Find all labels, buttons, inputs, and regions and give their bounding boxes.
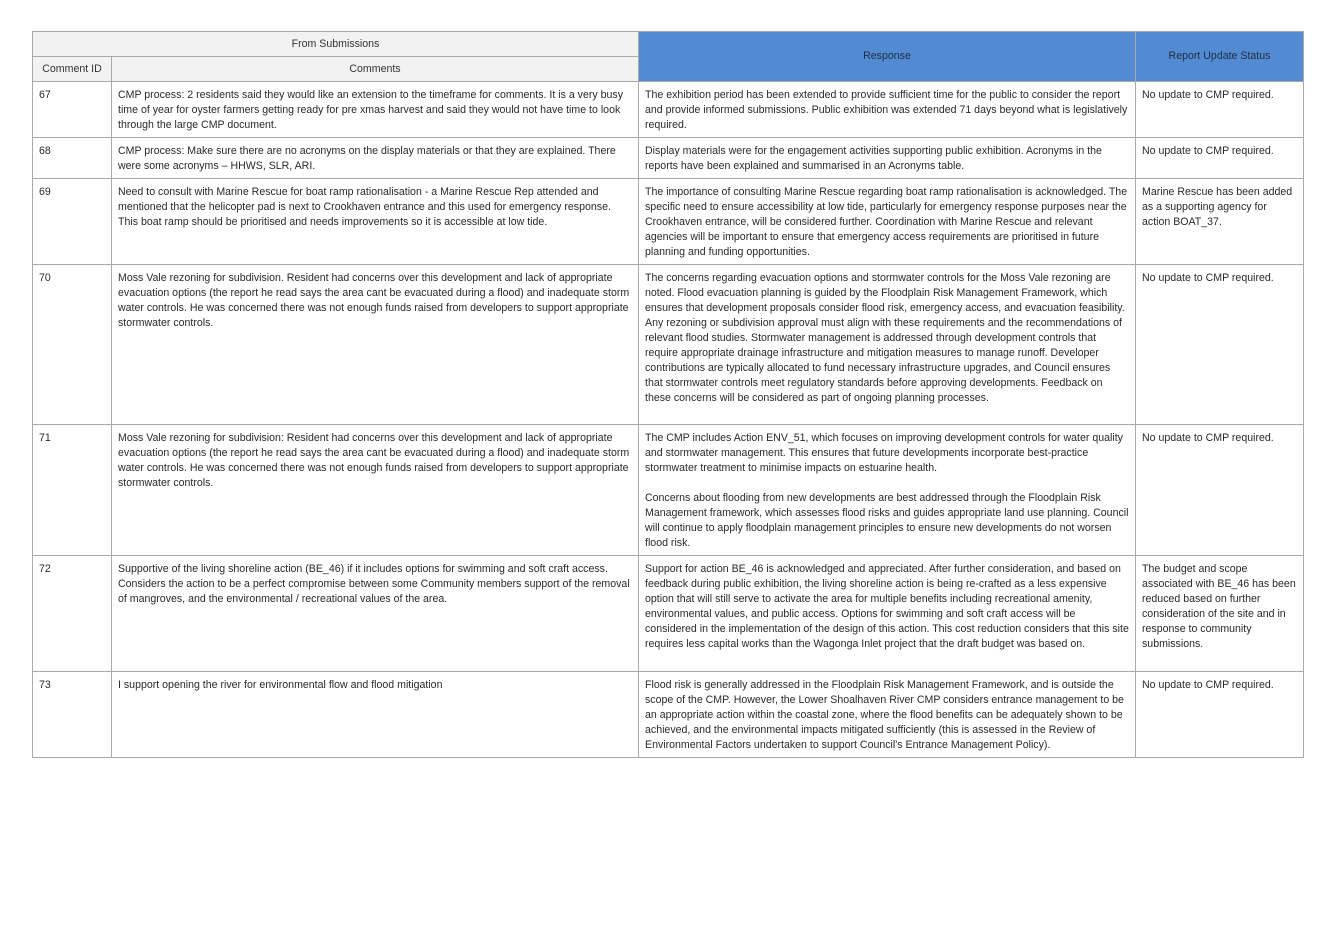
- status-cell: Marine Rescue has been added as a supporting agency for action BOAT_37.: [1136, 179, 1304, 265]
- status-cell: The budget and scope associated with BE_46 has been reduced based on further consideration of the site and in response to community submissions.: [1136, 556, 1304, 672]
- comment-cell: Moss Vale rezoning for subdivision. Resident had concerns over this development and lack of appropriate evacuation options (the report he read says the area cant be evacuated during a flood) and inadequate storm water controls. He was concerned there was not enough funds raised from developers to support appropriate stormwater controls.: [112, 265, 639, 425]
- response-cell: [639, 179, 1136, 265]
- response-paragraph: Concerns about flooding from new developments are best addressed through the Floodplain Risk Management framework, which assesses flood risks and guides appropriate land use planning. Council will continue to apply floodplain management principles to ensure new developments do not worsen flood risk.: [645, 492, 1129, 549]
- status-cell: No update to CMP required.: [1136, 138, 1304, 179]
- response-paragraph: The importance of consulting Marine Rescue regarding boat ramp rationalisation is acknowledged. The specific need to ensure accessibility at low tide, particularly for emergency response purposes near the Crookhaven entrance, will be considered further. Coordination with Marine Rescue and relevant agencies will be important to ensure that emergency access requirements are prioritised in future planning and funding opportunities.: [645, 186, 1128, 258]
- status-cell: No update to CMP required.: [1136, 82, 1304, 138]
- comment-cell: Supportive of the living shoreline action (BE_46) if it includes options for swimming and soft craft access. Considers the action to be a perfect compromise between some Community members support of the removal of mangroves, and the environmental / recreational values of the area.: [112, 556, 639, 672]
- table-row: [33, 425, 1304, 556]
- comment-id-cell: 71: [33, 425, 112, 556]
- response-header: Response: [639, 32, 1136, 82]
- table-row: [33, 82, 1304, 138]
- response-cell: [639, 425, 1136, 556]
- response-cell: [639, 672, 1136, 758]
- comment-cell: Need to consult with Marine Rescue for boat ramp rationalisation - a Marine Rescue Rep attended and mentioned that the helicopter pad is next to Crookhaven entrance and this used for emergency response. This boat ramp should be prioritised and needs improvements so it is accessible at low tide.: [112, 179, 639, 265]
- comment-id-cell: 69: [33, 179, 112, 265]
- response-paragraph: Flood risk is generally addressed in the Floodplain Risk Management Framework, and is outside the scope of the CMP. However, the Lower Shoalhaven River CMP considers entrance management to be an appropriate action within the coastal zone, where the flood benefits can be adequately shown to be achieved, and the environmental impacts mitigated sufficiently (this is assessed in the Review of Environmental Factors undertaken to support Council's Entrance Management Policy).: [645, 679, 1124, 751]
- comment-cell: Moss Vale rezoning for subdivision: Resident had concerns over this development and lack of appropriate evacuation options (the report he read says the area cant be evacuated during a flood) and inadequate storm water controls. He was concerned there was not enough funds raised from developers to support appropriate stormwater controls.: [112, 425, 639, 556]
- table-body: [33, 82, 1304, 758]
- response-paragraph: The exhibition period has been extended to provide sufficient time for the public to consider the report and provide informed submissions. Public exhibition was extended 71 days beyond what is legislatively required.: [645, 89, 1128, 131]
- comment-id-cell: 67: [33, 82, 112, 138]
- response-paragraph: The CMP includes Action ENV_51, which focuses on improving development controls for water quality and stormwater management. This ensures that future developments incorporate best-practice stormwater treatment to minimise impacts on estuarine health.: [645, 432, 1123, 474]
- table-row: [33, 672, 1304, 758]
- comment-cell: CMP process: Make sure there are no acronyms on the display materials or that they are explained. There were some acronyms – HHWS, SLR, ARI.: [112, 138, 639, 179]
- table-row: [33, 265, 1304, 425]
- comment-id-cell: 70: [33, 265, 112, 425]
- response-cell: [639, 138, 1136, 179]
- response-paragraph: Display materials were for the engagement activities supporting public exhibition. Acronyms in the reports have been explained and summarised in an Acronyms table.: [645, 145, 1102, 172]
- response-cell: [639, 556, 1136, 672]
- table-row: [33, 138, 1304, 179]
- status-cell: No update to CMP required.: [1136, 265, 1304, 425]
- comment-id-cell: 73: [33, 672, 112, 758]
- table-row: [33, 179, 1304, 265]
- response-paragraph: The concerns regarding evacuation options and stormwater controls for the Moss Vale rezoning are noted. Flood evacuation planning is guided by the Floodplain Risk Management Framework, which ensures that development proposals consider flood risk, emergency access, and evacuation feasibility. Any rezoning or subdivision approval must align with these requirements and the recommendations of relevant flood studies. Stormwater management is addressed through development controls that require appropriate drainage infrastructure and mitigation measures to manage runoff. Developer contributions are typically allocated to fund necessary infrastructure upgrades, and Council ensures that stormwater controls meet regulatory standards before approving developments. Feedback on these concerns will be considered as part of ongoing planning processes.: [645, 272, 1125, 404]
- submissions-table: [32, 31, 1304, 758]
- comments-header: Comments: [112, 57, 639, 82]
- from-submissions-header: From Submissions: [33, 32, 639, 57]
- response-paragraph: Support for action BE_46 is acknowledged and appreciated. After further consideration, and based on feedback during public exhibition, the living shoreline action is being re-crafted as a less expensive option that will still serve to activate the area for multiple benefits including recreational amenity, environmental values, and public access. Options for swimming and soft craft access will be considered in the implementation of the design of this action. This cost reduction considers that this site requires less capital works than the Wagonga Inlet project that the draft budget was based on.: [645, 563, 1129, 650]
- status-cell: No update to CMP required.: [1136, 425, 1304, 556]
- comment-cell: I support opening the river for environmental flow and flood mitigation: [112, 672, 639, 758]
- paragraph-gap: [645, 476, 1129, 491]
- report-update-status-header: Report Update Status: [1136, 32, 1304, 82]
- response-cell: [639, 265, 1136, 425]
- response-cell: [639, 82, 1136, 138]
- status-cell: No update to CMP required.: [1136, 672, 1304, 758]
- comment-id-header: Comment ID: [33, 57, 112, 82]
- table-row: [33, 556, 1304, 672]
- comment-id-cell: 72: [33, 556, 112, 672]
- comment-cell: CMP process: 2 residents said they would like an extension to the timeframe for comments. It is a very busy time of year for oyster farmers getting ready for pre xmas harvest and said they would not have time to look through the large CMP document.: [112, 82, 639, 138]
- comment-id-cell: 68: [33, 138, 112, 179]
